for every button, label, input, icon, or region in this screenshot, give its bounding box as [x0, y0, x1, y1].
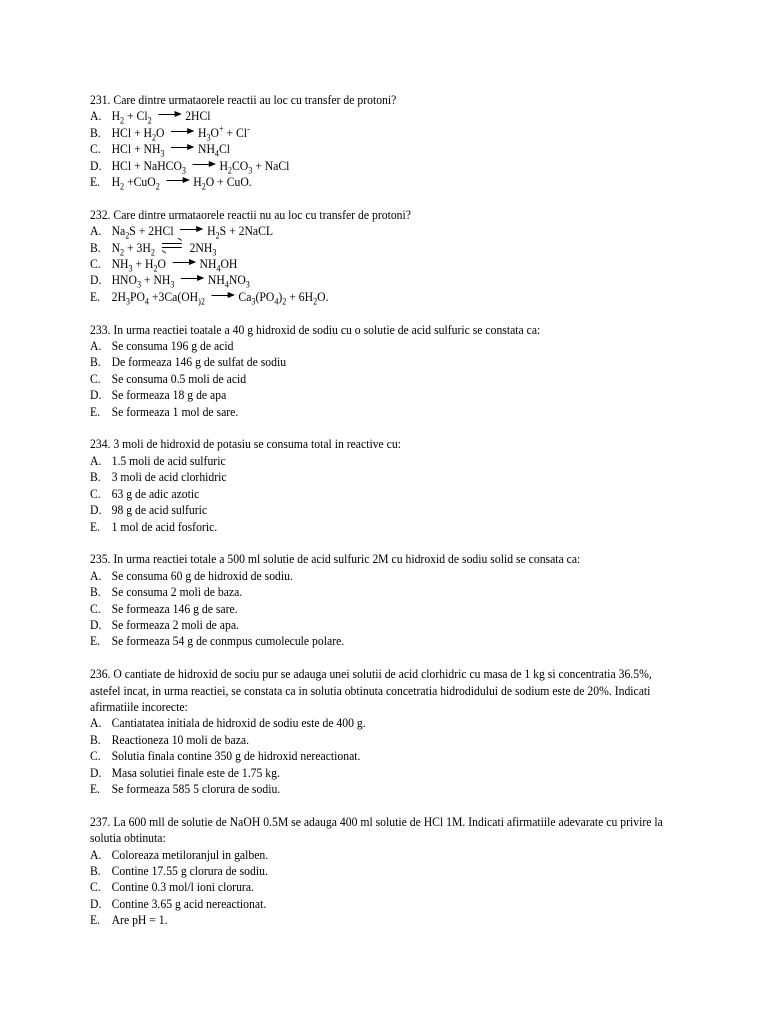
option-text: HCl + $H_2O$ $H_3O^+ + Cl^-$ [111, 123, 250, 143]
answer-option [90, 174, 630, 190]
answer-option [90, 240, 630, 256]
option-text: Se consuma 60 g de hidroxid de sodiu. [111, 567, 293, 583]
answer-option [90, 158, 630, 174]
option-letter: D. [90, 387, 102, 403]
option-text: $H_2 + Cl_2$ 2HCl [111, 108, 211, 126]
option-text: Se formeaza 18 g de apa [111, 387, 227, 403]
answer-option [90, 486, 630, 502]
answer-option [90, 732, 630, 748]
question-list [90, 92, 663, 929]
option-letter: B. [90, 239, 101, 255]
option-text: Contine 0.3 mol/l ioni clorura. [111, 879, 254, 895]
option-text: 98 g de acid sulfuric [111, 502, 208, 518]
option-letter: B. [90, 731, 101, 747]
option-text: Se consuma 0.5 moli de acid [111, 370, 247, 386]
option-letter: D. [90, 616, 102, 632]
question-text: 236. O cantiate de hidroxid de sociu pur se adauga unei solutii de acid clorhidric cu masa de 1 kg si concentratia 36.5%, astefel incat, in urma reactiei, se constata ca in solutia obtinuta concetratia hidrodidului de sodium este de 20%. Indicati afirmatiile incorecte: [90, 666, 652, 714]
answer-option [90, 617, 630, 633]
question-text: 233. In urma reactiei toatale a 40 g hidroxid de sodiu cu o solutie de acid sulfuric se constata ca: [90, 321, 541, 337]
option-letter: A. [90, 846, 102, 862]
option-letter: D. [90, 764, 102, 780]
answer-option [90, 453, 630, 469]
option-text: De formeaza 146 g de sulfat de sodiu [111, 354, 287, 370]
option-letter: A. [90, 452, 102, 468]
option-letter: E. [90, 780, 101, 796]
option-text: Se formeaza 146 g de sare. [111, 600, 238, 616]
question-text: 231. Care dintre urmataorele reactii au loc cu transfer de protoni? [90, 92, 397, 107]
answer-option [90, 519, 630, 535]
option-text: Se formeaza 54 g de conmpus cumolecule polare. [111, 633, 345, 649]
option-text: $Na_2S + 2HCl$ $H_2S$ + 2NaCL [111, 223, 274, 241]
option-text: Solutia finala contine 350 g de hidroxid nereactionat. [111, 748, 361, 764]
answer-option [90, 912, 630, 928]
answer-option [90, 863, 630, 879]
option-text: Cantiatatea initiala de hidroxid de sodiu este de 400 g. [111, 715, 366, 731]
question-text: 235. In urma reactiei totale a 500 ml solutie de acid sulfuric 2M cu hidroxid de sodiu solid se consata ca: [90, 551, 581, 567]
option-text: $HNO_3 + NH_3$ $NH_4NO_3$ [111, 272, 250, 291]
option-text: Reactioneza 10 moli de baza. [111, 731, 250, 747]
question-3 [90, 322, 630, 420]
question-5 [90, 551, 630, 649]
option-letter: A. [90, 108, 102, 124]
answer-option [90, 338, 630, 354]
option-text: $N_2 + 3H_2$ $2NH_3$ [112, 240, 217, 256]
option-letter: C. [90, 879, 101, 895]
answer-option [90, 502, 630, 518]
option-letter: B. [90, 584, 101, 600]
answer-option [90, 223, 630, 239]
option-letter: C. [90, 748, 101, 764]
answer-option [90, 847, 630, 863]
option-text: $NH_3 + H_2O$ $NH_4OH$ [111, 256, 238, 274]
answer-option [90, 633, 630, 649]
option-text: Se formeaza 1 mol de sare. [111, 403, 239, 419]
option-text: 3 moli de acid clorhidric [111, 469, 227, 485]
answer-option [90, 896, 630, 912]
answer-option [90, 108, 630, 124]
option-text: Contine 17.55 g clorura de sodiu. [111, 863, 268, 878]
option-text: 1 mol de acid fosforic. [111, 518, 218, 534]
option-letter: D. [90, 272, 102, 288]
option-text: 63 g de adic azotic [111, 485, 200, 501]
option-text: Contine 3.65 g acid nereactionat. [111, 895, 267, 911]
question-text: 232. Care dintre urmataorele reactii nu au loc cu transfer de protoni? [90, 206, 411, 222]
answer-option [90, 781, 630, 797]
option-letter: B. [90, 863, 101, 878]
option-letter: E. [90, 403, 101, 419]
option-letter: A. [90, 567, 102, 583]
answer-option [90, 748, 630, 764]
option-letter: D. [90, 157, 102, 173]
option-text: HCl + $NH_3$ $NH_4Cl$ [111, 141, 231, 159]
question-1 [90, 92, 630, 190]
option-letter: E. [90, 518, 101, 534]
answer-option [90, 354, 630, 370]
option-text: $H_2 +CuO_2$ $H_2O$ + CuO. [111, 174, 252, 192]
option-letter: C. [90, 600, 101, 616]
answer-option [90, 469, 630, 485]
answer-option [90, 879, 630, 895]
option-letter: B. [90, 469, 101, 485]
answer-option [90, 404, 630, 420]
option-letter: A. [90, 715, 102, 731]
question-6 [90, 666, 652, 797]
answer-option [90, 584, 630, 600]
option-text: Masa solutiei finale este de 1.75 kg. [111, 764, 280, 780]
question-2 [90, 207, 630, 305]
question-text: 234. 3 moli de hidroxid de potasiu se consuma total in reactive cu: [90, 436, 401, 452]
option-letter: C. [90, 485, 101, 501]
answer-option [90, 715, 630, 731]
option-letter: E. [90, 174, 101, 190]
option-text: Se formeaza 2 moli de apa. [111, 616, 239, 632]
option-letter: A. [90, 338, 102, 354]
option-letter: C. [90, 370, 101, 386]
option-letter: D. [90, 895, 102, 911]
question-text: 237. La 600 mll de solutie de NaOH 0.5M se adauga 400 ml solutie de HCl 1M. Indicati afirmatiile adevarate cu privire la solutia obtinuta: [90, 813, 663, 846]
question-7 [90, 813, 663, 929]
answer-option [90, 601, 630, 617]
answer-option [90, 289, 630, 305]
answer-option [90, 765, 630, 781]
option-letter: C. [90, 256, 101, 272]
option-letter: C. [90, 141, 101, 157]
option-text: Se formeaza 585 5 clorura de sodiu. [111, 780, 281, 796]
answer-option [90, 141, 630, 157]
option-letter: A. [90, 223, 102, 239]
option-text: Coloreaza metiloranjul in galben. [111, 846, 269, 862]
answer-option [90, 371, 630, 387]
option-text: 1.5 moli de acid sulfuric [111, 452, 226, 468]
answer-option [90, 272, 630, 291]
option-letter: E. [90, 633, 101, 649]
option-letter: E. [90, 288, 101, 304]
option-text: HCl + NaHCO$_3$ $H_2CO_3$ + NaCl [111, 157, 290, 176]
option-letter: B. [90, 354, 101, 370]
answer-option [90, 256, 630, 272]
option-text: Se consuma 2 moli de baza. [111, 584, 243, 600]
option-letter: E. [90, 912, 101, 928]
option-text: Are pH = 1. [111, 912, 168, 928]
option-text: Se consuma 196 g de acid [111, 338, 234, 354]
option-text: $2H_3PO_4 +3Ca(OH_{)2}$ $Ca_3(PO_4)_2 + 6H_2O$. [111, 288, 329, 307]
option-letter: B. [90, 124, 101, 140]
answer-option [90, 387, 630, 403]
answer-option [90, 568, 630, 584]
option-letter: D. [90, 502, 102, 518]
answer-option [90, 125, 630, 141]
question-4 [90, 436, 630, 534]
